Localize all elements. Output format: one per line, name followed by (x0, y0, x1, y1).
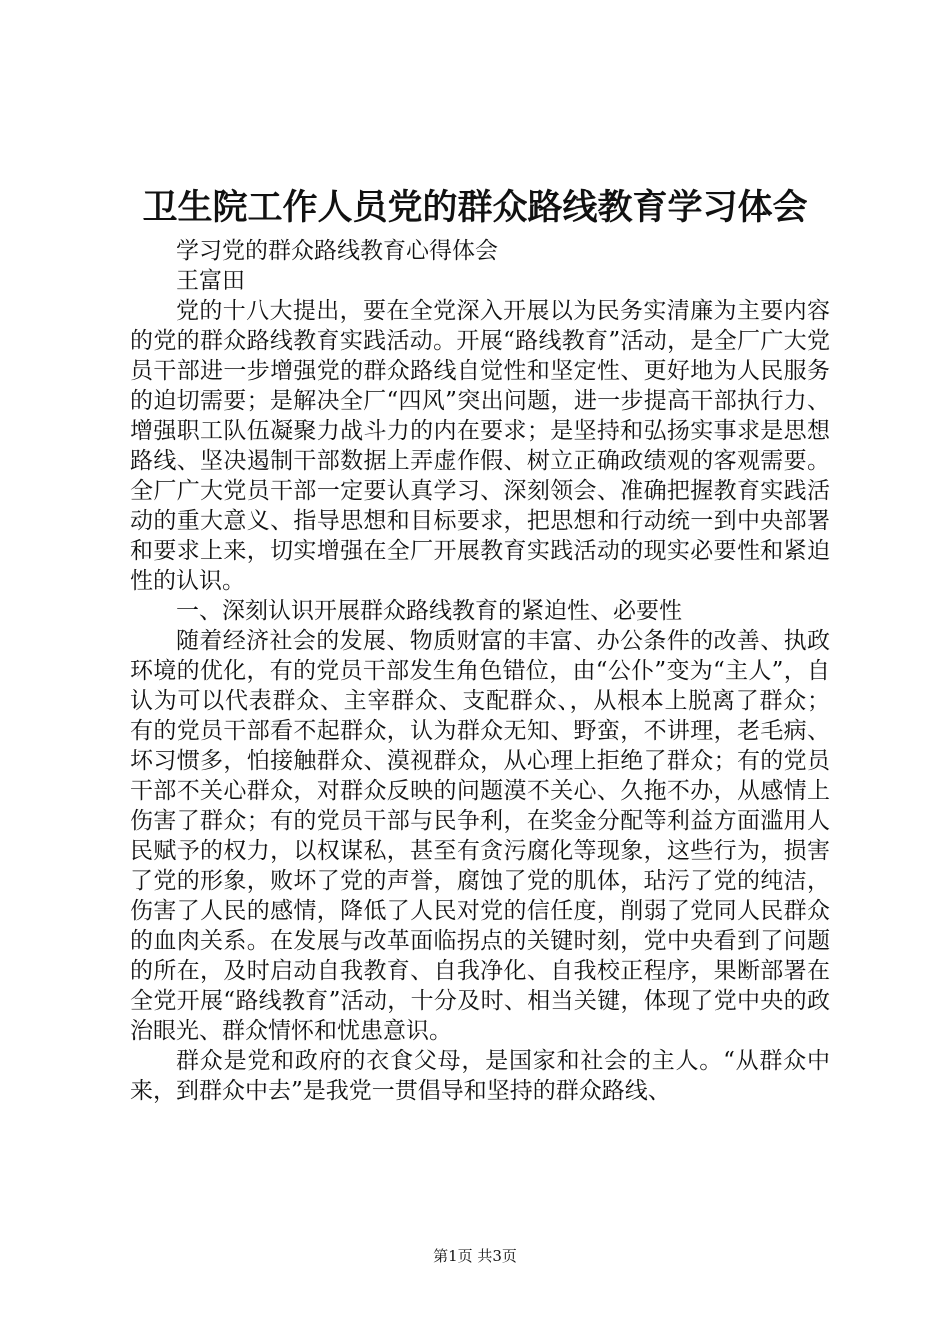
document-title: 卫生院工作人员党的群众路线教育学习体会 (142, 187, 808, 228)
paragraph-intro: 党的十八大提出，要在全党深入开展以为民务实清廉为主要内容的党的群众路线教育实践活动。开展“路线教育”活动，是全厂广大党员干部进一步增强党的群众路线自觉性和坚定性、更好地为人民服务的迫切需要；是解决全厂“四风”突出问题，进一步提高干部执行力、增强职工队伍凝聚力战斗力的内在要求；是坚持和弘扬实事求是思想路线、坚决遏制干部数据上弄虚作假、树立正确政绩观的客观需要。全厂广大党员干部一定要认真学习、深刻领会、准确把握教育实践活动的重大意义、指导思想和目标要求，把思想和行动统一到中央部署和要求上来，切实增强在全厂开展教育实践活动的现实必要性和紧迫性的认识。 (130, 298, 830, 594)
paragraph-subtitle: 学习党的群众路线教育心得体会 (176, 238, 498, 264)
page-number-footer: 第1页 共3页 (433, 1247, 517, 1265)
paragraph-author: 王富田 (176, 268, 245, 294)
section-heading-1: 一、深刻认识开展群众路线教育的紧迫性、必要性 (176, 598, 682, 624)
paragraph-masses: 群众是党和政府的衣食父母，是国家和社会的主人。“从群众中来，到群众中去”是我党一贯倡导和坚持的群众路线、 (130, 1048, 830, 1104)
document-body (130, 236, 830, 1106)
paragraph-section-1: 随着经济社会的发展、物质财富的丰富、办公条件的改善、执政环境的优化，有的党员干部发生角色错位，由“公仆”变为“主人”，自认为可以代表群众、主宰群众、支配群众、，从根本上脱离了群众；有的党员干部看不起群众，认为群众无知、野蛮，不讲理，老毛病、坏习惯多，怕接触群众、漠视群众，从心理上拒绝了群众；有的党员干部不关心群众，对群众反映的问题漠不关心、久拖不办，从感情上伤害了群众；有的党员干部与民争利，在奖金分配等利益方面滥用人民赋予的权力，以权谋私，甚至有贪污腐化等现象，这些行为，损害了党的形象，败坏了党的声誉，腐蚀了党的肌体，玷污了党的纯洁，伤害了人民的感情，降低了人民对党的信任度，削弱了党同人民群众的血肉关系。在发展与改革面临拐点的关键时刻，党中央看到了问题的所在，及时启动自我教育、自我净化、自我校正程序，果断部署在全党开展“路线教育”活动，十分及时、相当关键，体现了党中央的政治眼光、群众情怀和忧患意识。 (130, 628, 830, 1044)
